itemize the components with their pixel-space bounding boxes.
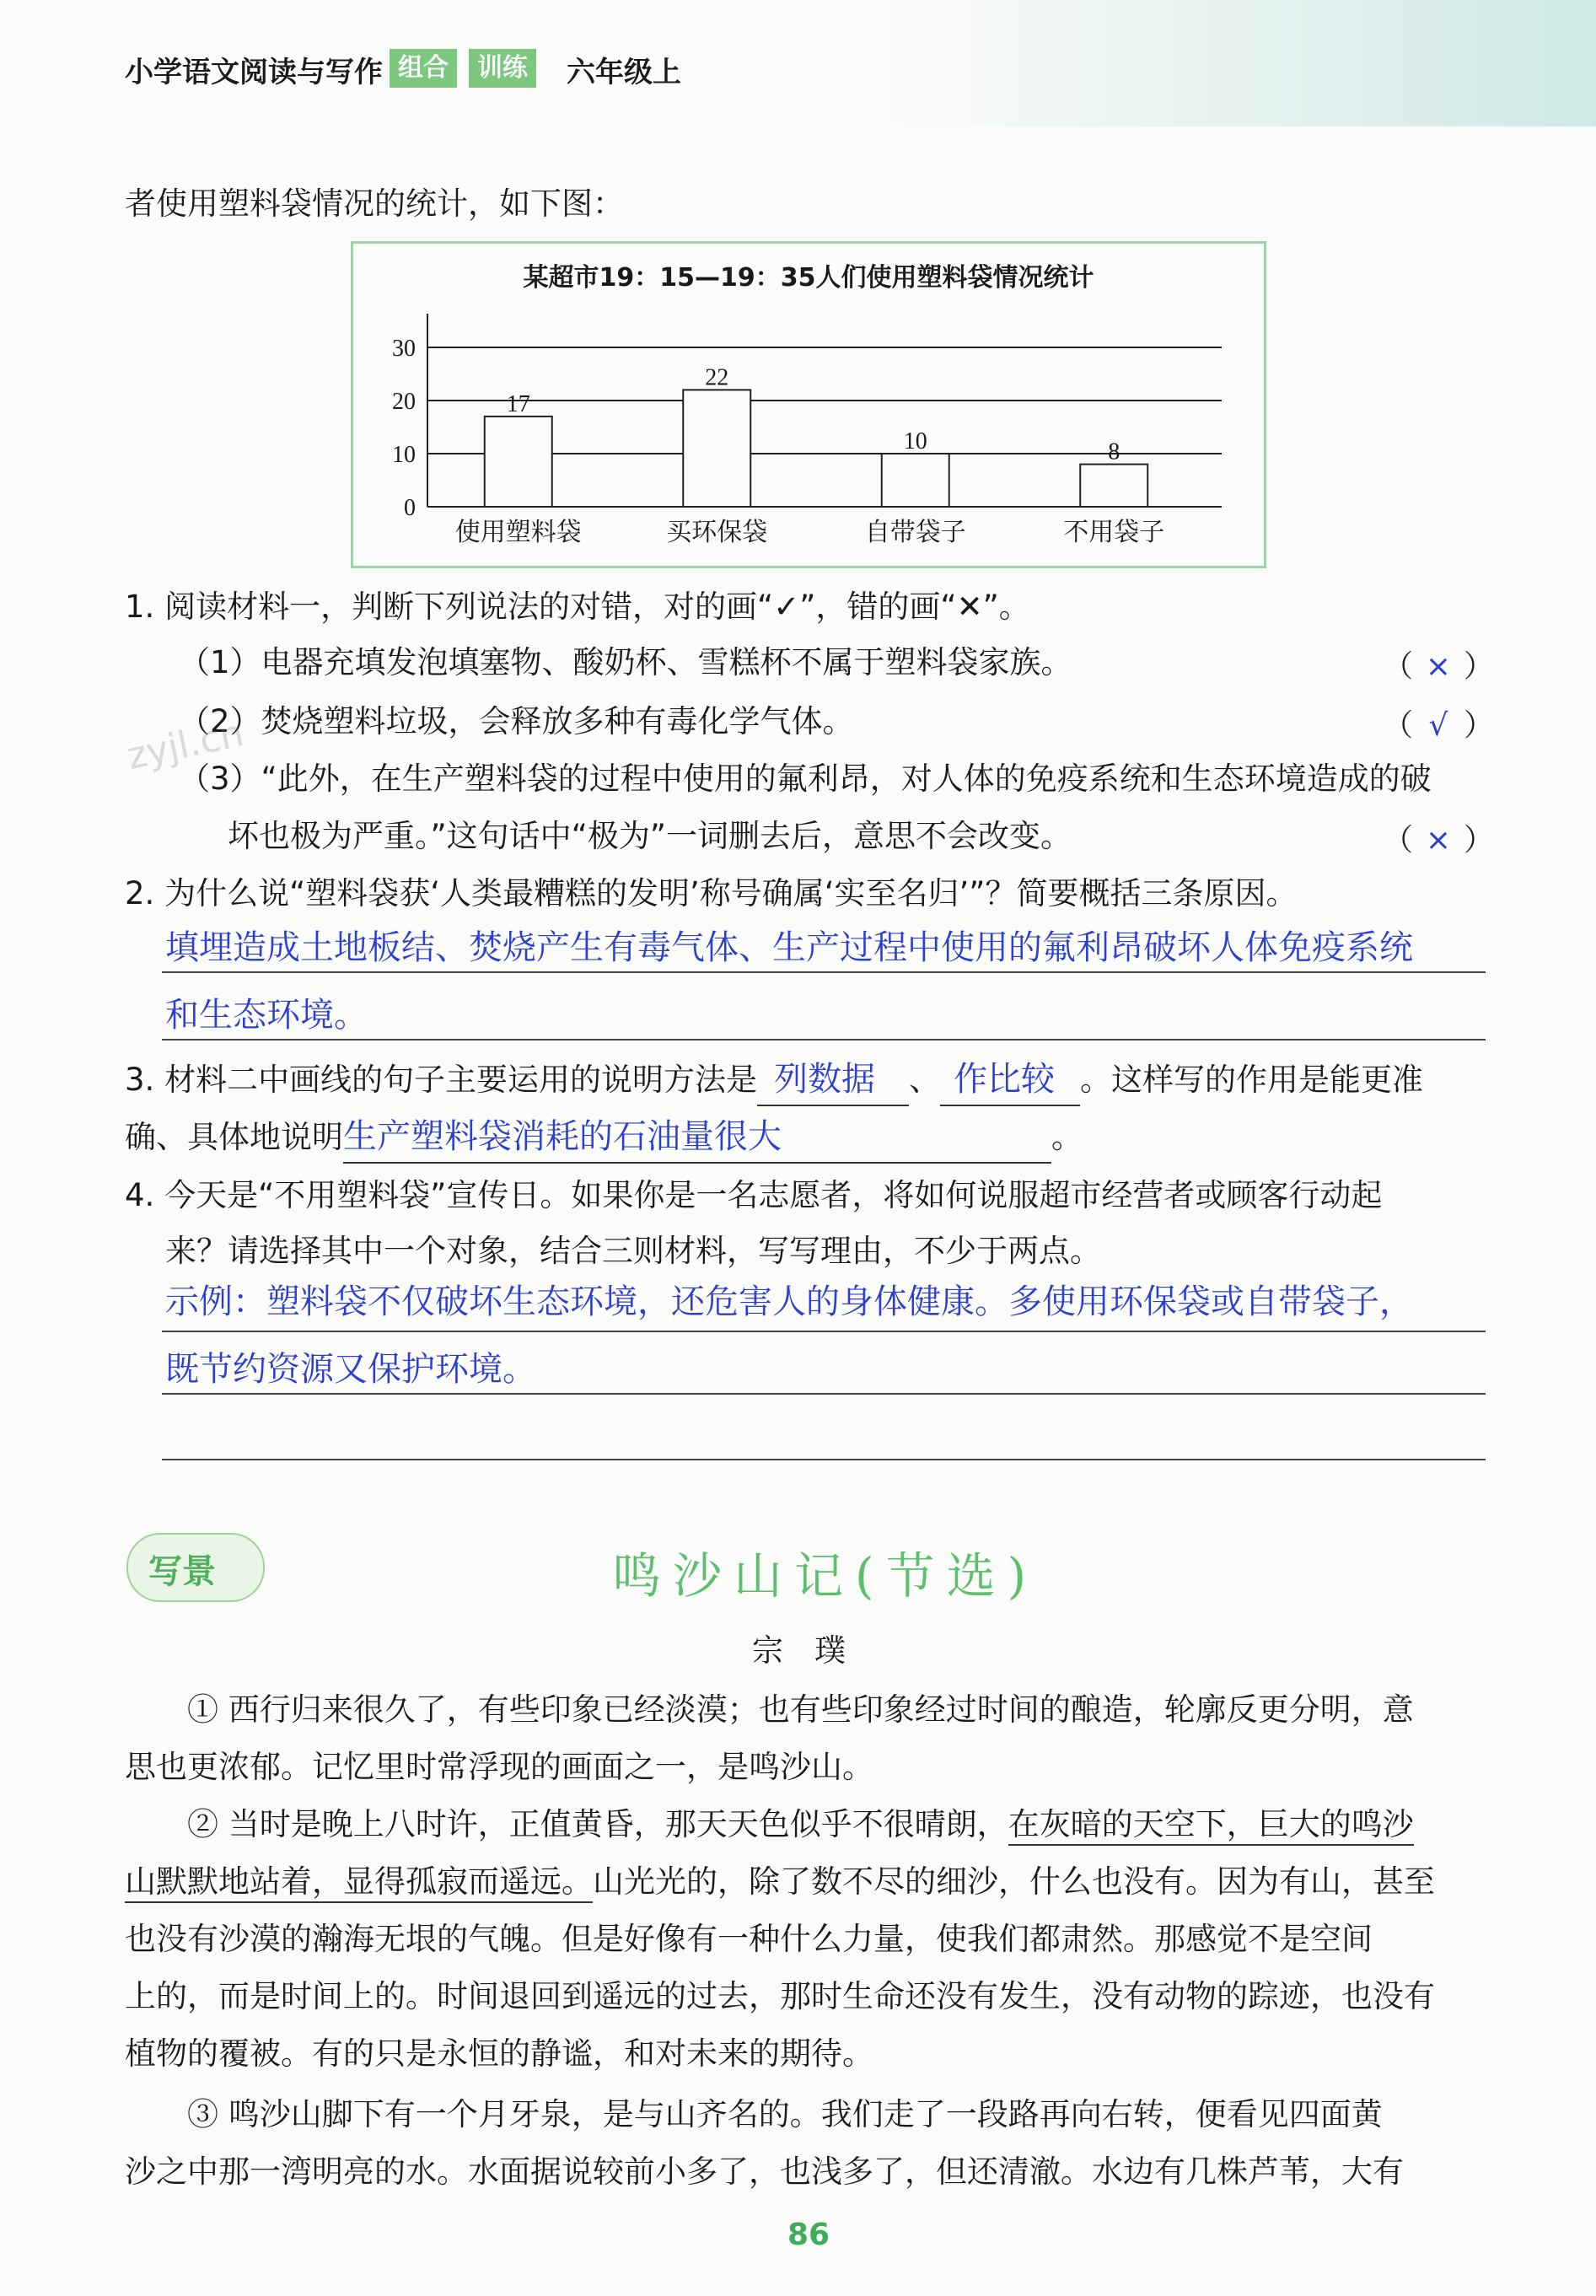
q3-end: 。 bbox=[1051, 1119, 1083, 1155]
p2-underlined-1: 在灰暗的天空下，巨大的鸣沙 bbox=[1008, 1806, 1414, 1846]
q1-mark-3: × bbox=[1425, 823, 1452, 858]
q1-paren-1 bbox=[1383, 643, 1494, 686]
bar bbox=[1080, 465, 1147, 507]
section-badge-label: 写景 bbox=[148, 1552, 216, 1591]
q3-blank-2: 作比较 bbox=[940, 1056, 1080, 1106]
bar-value-label: 22 bbox=[705, 364, 729, 391]
passage-p2-line2 bbox=[125, 1858, 1435, 1906]
chart-title: 某超市19：15—19：35人们使用塑料袋情况统计 bbox=[523, 263, 1094, 293]
intro-line: 者使用塑料袋情况的统计，如下图： bbox=[125, 186, 624, 222]
x-category-label: 使用塑料袋 bbox=[454, 518, 582, 547]
bar-value-label: 17 bbox=[506, 390, 530, 417]
x-category-label: 不用袋子 bbox=[1063, 518, 1165, 547]
bar bbox=[683, 390, 750, 507]
q3-sep: 、 bbox=[909, 1062, 941, 1098]
q3-line1 bbox=[125, 1056, 1423, 1106]
bar-chart bbox=[351, 241, 1266, 568]
tag-training: 训练 bbox=[469, 49, 536, 88]
paren-close: ） bbox=[1464, 649, 1495, 684]
paren-open: （ bbox=[1383, 823, 1414, 858]
q3-stem3: 确、具体地说明 bbox=[125, 1119, 343, 1155]
q1-item-3: （3）“此外，在生产塑料袋的过程中使用的氟利昂，对人体的免疫系统和生态环境造成的破 bbox=[179, 761, 1432, 797]
paren-close: ） bbox=[1464, 708, 1495, 743]
paren-close: ） bbox=[1464, 823, 1495, 858]
y-tick-label: 20 bbox=[392, 389, 416, 415]
passage-p3-line2: 沙之中那一湾明亮的水。水面据说较前小多了，也浅多了，但还清澈。水边有几株芦苇，大有 bbox=[125, 2154, 1404, 2190]
q2-answer-line2: 和生态环境。 bbox=[165, 996, 368, 1035]
passage-p2-line4: 上的，而是时间上的。时间退回到遥远的过去，那时生命还没有发生，没有动物的踪迹，也没有 bbox=[125, 1978, 1435, 2014]
watermark: zyjl.cn bbox=[123, 712, 248, 778]
q4-answer-line2: 既节约资源又保护环境。 bbox=[165, 1350, 536, 1389]
y-tick-label: 0 bbox=[404, 495, 416, 521]
bar bbox=[882, 454, 949, 507]
q1-paren-3 bbox=[1383, 816, 1494, 859]
passage-p1-line1: ① 西行归来很久了，有些印象已经淡漠；也有些印象经过时间的酿造，轮廓反更分明，意 bbox=[187, 1691, 1414, 1728]
q1-item-3-cont: 坏也极为严重。”这句话中“极为”一词删去后，意思不会改变。 bbox=[228, 818, 1072, 854]
q3-blank-1: 列数据 bbox=[757, 1056, 909, 1106]
q3-stem1: 3. 材料二中画线的句子主要运用的说明方法是 bbox=[125, 1062, 758, 1098]
q1-item-1: （1）电器充填发泡填塞物、酸奶杯、雪糕杯不属于塑料袋家族。 bbox=[179, 644, 1072, 680]
passage-p2-line1 bbox=[187, 1801, 1414, 1848]
q1-item-2: （2）焚烧塑料垃圾，会释放多种有毒化学气体。 bbox=[179, 703, 854, 739]
q1-paren-2 bbox=[1383, 702, 1494, 745]
book-title: 小学语文阅读与写作 bbox=[125, 56, 383, 89]
p2-underlined-2: 山默默地站着，显得孤寂而遥远。 bbox=[125, 1863, 593, 1903]
bar-value-label: 10 bbox=[903, 428, 927, 454]
p2-post: 山光光的，除了数不尽的细沙，什么也没有。因为有山，甚至 bbox=[593, 1863, 1435, 1900]
q4-answer-line1: 示例：塑料袋不仅破坏生态环境，还危害人的身体健康。多使用环保袋或自带袋子， bbox=[165, 1282, 1413, 1321]
q2-stem: 2. 为什么说“塑料袋获‘人类最糟糕的发明’称号确属‘实至名归’”？简要概括三条原因。 bbox=[125, 875, 1298, 911]
page-number: 86 bbox=[787, 2218, 830, 2252]
q1-stem: 1. 阅读材料一，判断下列说法的对错，对的画“✓”，错的画“✕”。 bbox=[125, 589, 1030, 625]
q3-stem2: 。这样写的作用是能更准 bbox=[1080, 1062, 1424, 1098]
answer-rule bbox=[162, 1039, 1486, 1040]
bar-chart-svg bbox=[353, 244, 1264, 566]
y-tick-label: 10 bbox=[392, 442, 416, 468]
x-category-label: 自带袋子 bbox=[864, 518, 966, 547]
passage-p1-line2: 思也更浓郁。记忆里时常浮现的画面之一，是鸣沙山。 bbox=[125, 1749, 873, 1785]
passage-p3-line1: ③ 鸣沙山脚下有一个月牙泉，是与山齐名的。我们走了一段路再向右转，便看见四面黄 bbox=[187, 2096, 1383, 2132]
q3-line2 bbox=[125, 1113, 1083, 1164]
p2-pre: ② 当时是晚上八时许，正值黄昏，那天天色似乎不很晴朗， bbox=[187, 1806, 1008, 1842]
y-tick-label: 30 bbox=[392, 336, 416, 362]
bar bbox=[485, 417, 552, 507]
paren-open: （ bbox=[1383, 708, 1414, 743]
q2-answer-line1: 填埋造成土地板结、焚烧产生有毒气体、生产过程中使用的氟利昂破坏人体免疫系统 bbox=[165, 928, 1413, 967]
grade-label: 六年级上 bbox=[567, 56, 681, 89]
q4-stem-line1: 4. 今天是“不用塑料袋”宣传日。如果你是一名志愿者，将如何说服超市经营者或顾客行动起 bbox=[125, 1177, 1383, 1213]
answer-rule bbox=[162, 971, 1486, 973]
passage-p2-line5: 植物的覆被。有的只是永恒的静谧，和对未来的期待。 bbox=[125, 2035, 873, 2072]
answer-rule bbox=[162, 1331, 1486, 1332]
answer-rule bbox=[162, 1459, 1486, 1460]
bar-value-label: 8 bbox=[1108, 438, 1120, 465]
section-author: 宗 璞 bbox=[752, 1632, 846, 1669]
tag-combo: 组合 bbox=[390, 49, 457, 88]
paren-open: （ bbox=[1383, 649, 1414, 684]
q3-blank-3: 生产塑料袋消耗的石油量很大 bbox=[343, 1113, 1051, 1164]
x-category-label: 买环保袋 bbox=[666, 518, 768, 547]
section-title: 鸣沙山记(节选) bbox=[612, 1547, 1039, 1605]
answer-rule bbox=[162, 1393, 1486, 1395]
q4-stem-line2: 来？请选择其中一个对象，结合三则材料，写写理由，不少于两点。 bbox=[165, 1233, 1101, 1269]
passage-p2-line3: 也没有沙漠的瀚海无垠的气魄。但是好像有一种什么力量，使我们都肃然。那感觉不是空间 bbox=[125, 1921, 1373, 1957]
q1-mark-2: √ bbox=[1428, 708, 1448, 743]
q1-mark-1: × bbox=[1425, 649, 1452, 684]
